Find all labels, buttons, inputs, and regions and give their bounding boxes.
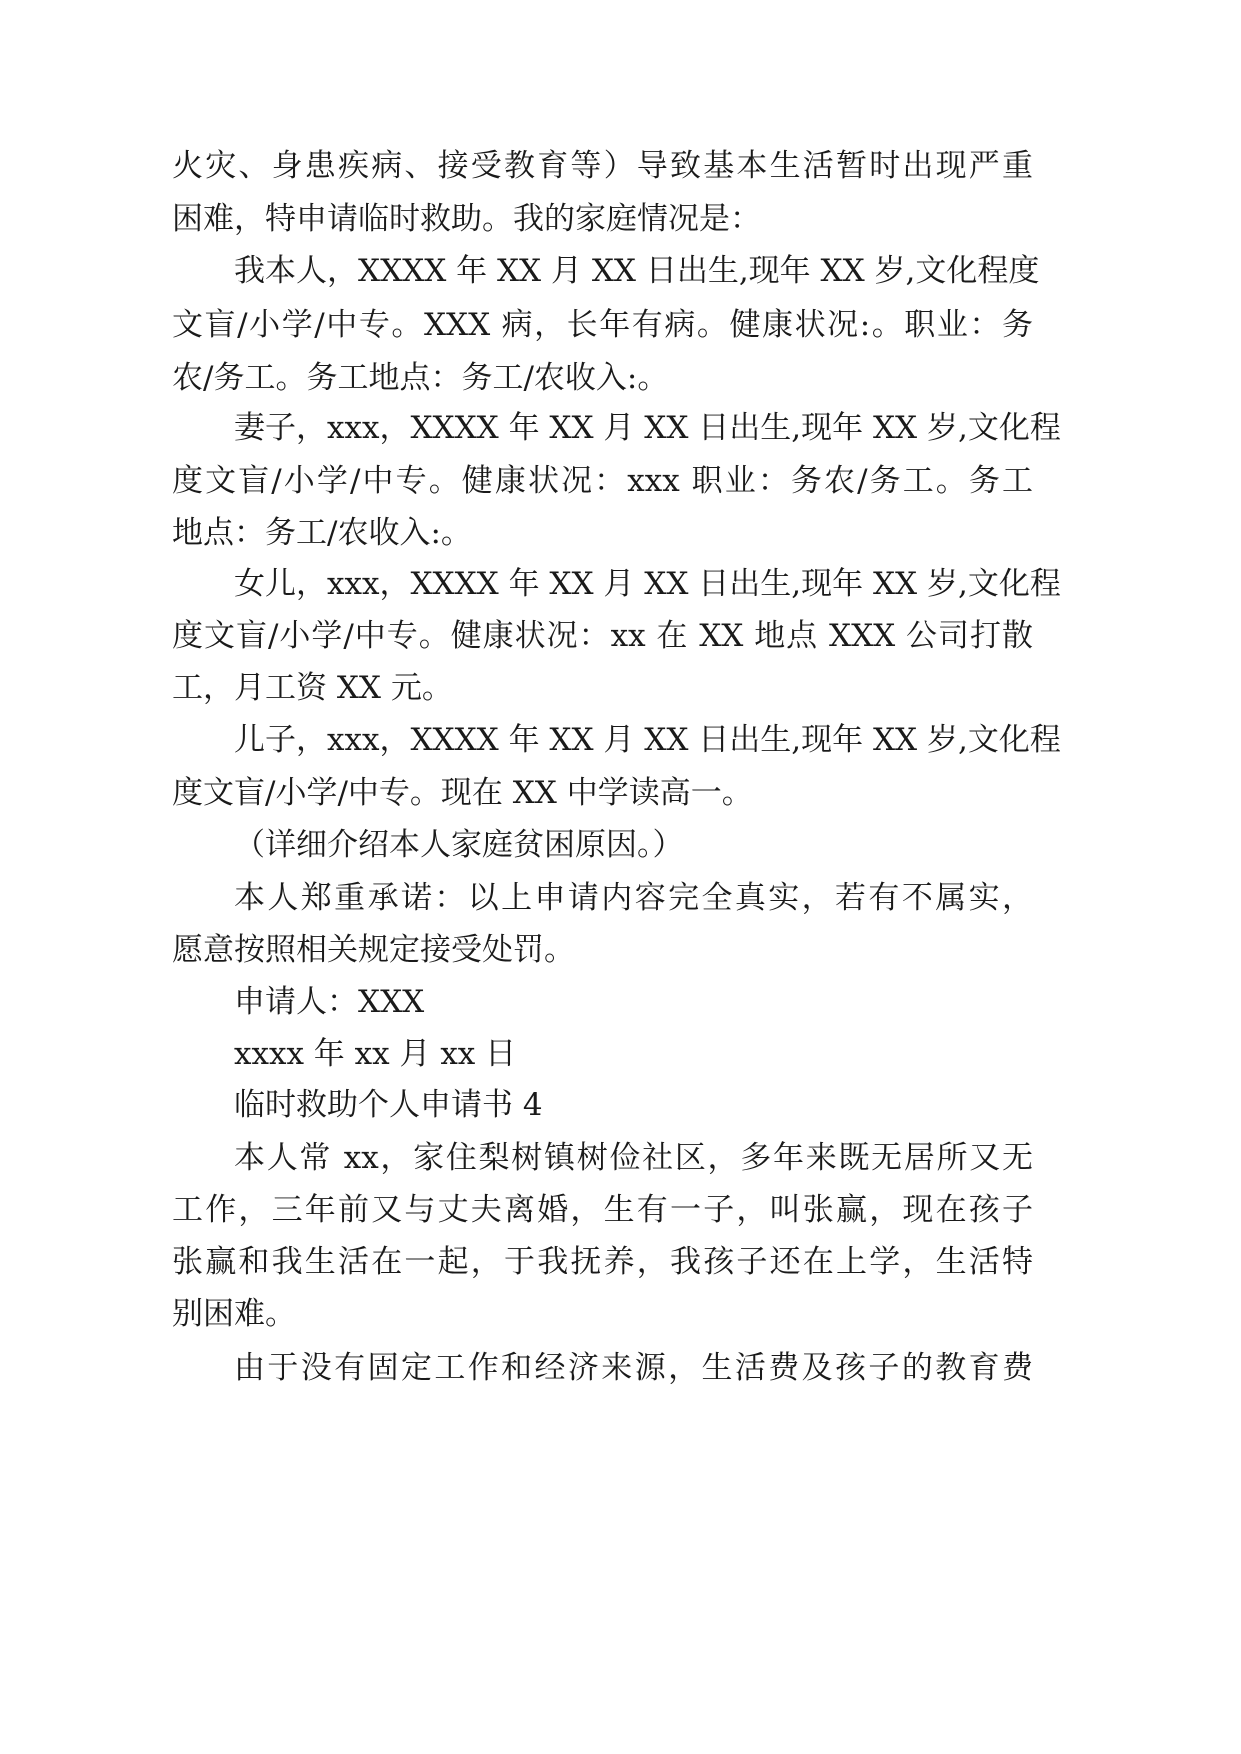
text-line-10: 度文盲/小学/中专。健康状况：xx 在 XX 地点 XXX 公司打散 (172, 618, 1033, 654)
text-line-7: 度文盲/小学/中专。健康状况：xxx 职业：务农/务工。务工 (172, 463, 1033, 499)
text-line-21: 工作，三年前又与丈夫离婚，生有一子，叫张赢，现在孩子 (172, 1192, 1033, 1228)
text-line-19: 临时救助个人申请书 4 (234, 1087, 543, 1123)
text-line-23: 别困难。 (172, 1296, 296, 1332)
text-line-15: 本人郑重承诺：以上申请内容完全真实，若有不属实， (234, 880, 1033, 916)
text-line-1: 火灾、身患疾病、接受教育等）导致基本生活暂时出现严重 (172, 148, 1033, 184)
text-line-17: 申请人：XXX (234, 984, 425, 1020)
text-line-12: 儿子，xxx，XXXX 年 XX 月 XX 日出生,现年 XX 岁,文化程 (234, 722, 1061, 758)
text-line-2: 困难，特申请临时救助。我的家庭情况是： (172, 201, 761, 237)
text-line-13: 度文盲/小学/中专。现在 XX 中学读高一。 (172, 775, 753, 811)
text-line-22: 张赢和我生活在一起，于我抚养，我孩子还在上学，生活特 (172, 1244, 1033, 1280)
text-line-24: 由于没有固定工作和经济来源，生活费及孩子的教育费 (234, 1350, 1033, 1386)
text-line-6: 妻子，xxx，XXXX 年 XX 月 XX 日出生,现年 XX 岁,文化程 (234, 410, 1061, 446)
text-line-14: （详细介绍本人家庭贫困原因。） (234, 827, 684, 863)
text-line-20: 本人常 xx，家住梨树镇树俭社区，多年来既无居所又无 (234, 1140, 1033, 1176)
text-line-5: 农/务工。务工地点：务工/农收入:。 (172, 360, 669, 396)
text-line-4: 文盲/小学/中专。XXX 病，长年有病。健康状况:。职业：务 (172, 307, 1033, 343)
text-line-18: xxxx 年 xx 月 xx 日 (234, 1036, 517, 1072)
text-line-11: 工，月工资 XX 元。 (172, 670, 453, 706)
text-line-8: 地点：务工/农收入:。 (172, 515, 472, 551)
text-line-9: 女儿，xxx，XXXX 年 XX 月 XX 日出生,现年 XX 岁,文化程 (234, 566, 1061, 602)
text-line-16: 愿意按照相关规定接受处罚。 (172, 932, 575, 968)
text-line-3: 我本人，XXXX 年 XX 月 XX 日出生,现年 XX 岁,文化程度 (234, 253, 1040, 289)
